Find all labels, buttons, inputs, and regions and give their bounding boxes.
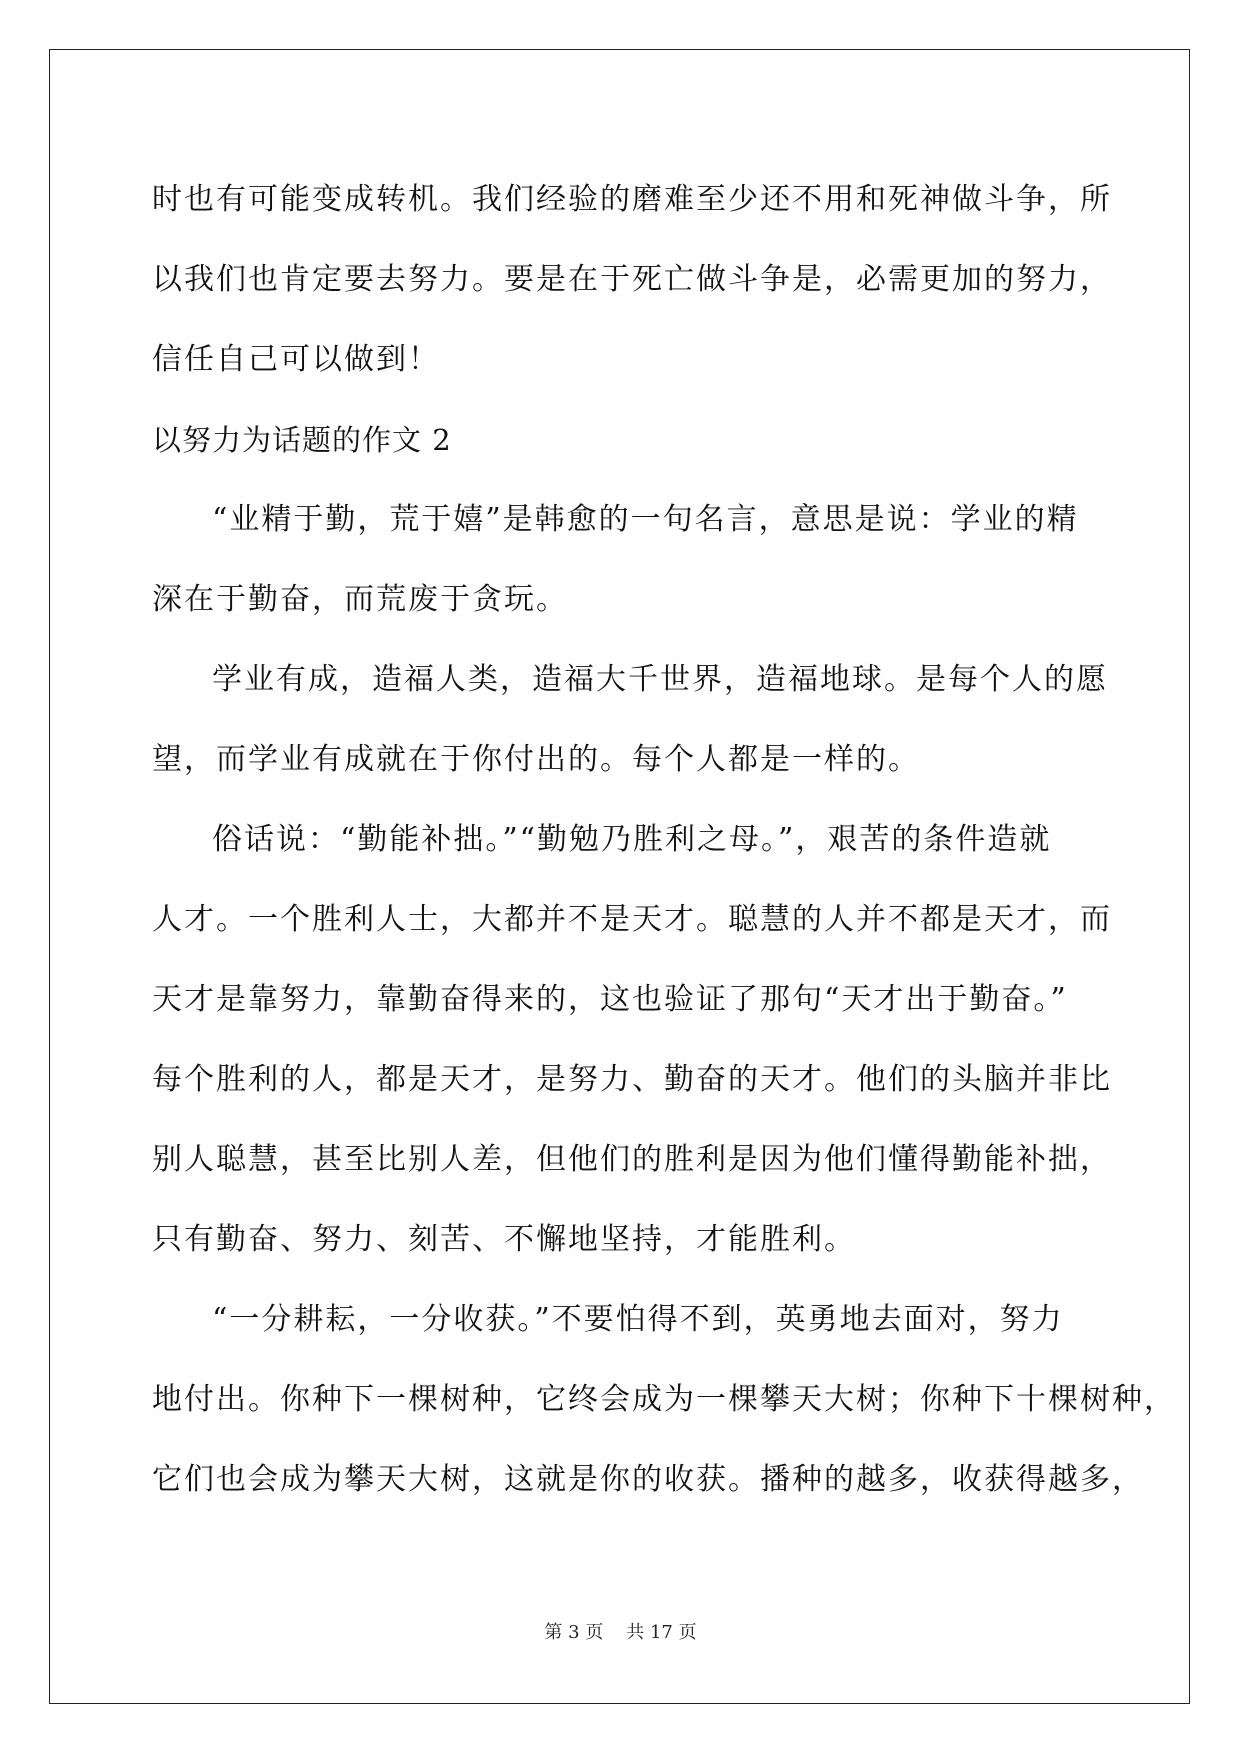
text-line: 时也有可能变成转机。我们经验的磨难至少还不用和死神做斗争，所	[152, 182, 1112, 217]
text-line: “业精于勤，荒于嬉”是韩愈的一句名言，意思是说：学业的精	[212, 502, 1079, 537]
text-line: 每个胜利的人，都是天才，是努力、勤奋的天才。他们的头脑并非比	[152, 1062, 1112, 1097]
text-line: 学业有成，造福人类，造福大千世界，造福地球。是每个人的愿	[212, 662, 1108, 697]
page-total: 共 17 页	[626, 1622, 697, 1643]
text-line: “一分耕耘，一分收获。”不要怕得不到，英勇地去面对，努力	[212, 1302, 1064, 1337]
text-line: 它们也会成为攀天大树，这就是你的收获。播种的越多，收获得越多，	[152, 1462, 1144, 1497]
text-line: 俗话说：“勤能补拙。”“勤勉乃胜利之母。”，艰苦的条件造就	[212, 822, 1052, 857]
text-line: 人才。一个胜利人士，大都并不是天才。聪慧的人并不都是天才，而	[152, 902, 1112, 937]
section-heading: 以努力为话题的作文 2	[152, 423, 452, 457]
text-line: 信任自己可以做到！	[152, 342, 440, 377]
text-line: 深在于勤奋，而荒废于贪玩。	[152, 582, 568, 617]
document-body	[152, 160, 1176, 1520]
text-line: 只有勤奋、努力、刻苦、不懈地坚持，才能胜利。	[152, 1222, 856, 1257]
text-line: 地付出。你种下一棵树种，它终会成为一棵攀天大树；你种下十棵树种，	[152, 1382, 1176, 1417]
page-footer	[0, 1618, 1241, 1644]
text-line: 以我们也肯定要去努力。要是在于死亡做斗争是，必需更加的努力，	[152, 262, 1112, 297]
text-line: 望，而学业有成就在于你付出的。每个人都是一样的。	[152, 742, 920, 777]
page-number: 第 3 页	[544, 1622, 604, 1643]
text-line: 天才是靠努力，靠勤奋得来的，这也验证了那句“天才出于勤奋。”	[152, 982, 1068, 1017]
text-line: 别人聪慧，甚至比别人差，但他们的胜利是因为他们懂得勤能补拙，	[152, 1142, 1112, 1177]
